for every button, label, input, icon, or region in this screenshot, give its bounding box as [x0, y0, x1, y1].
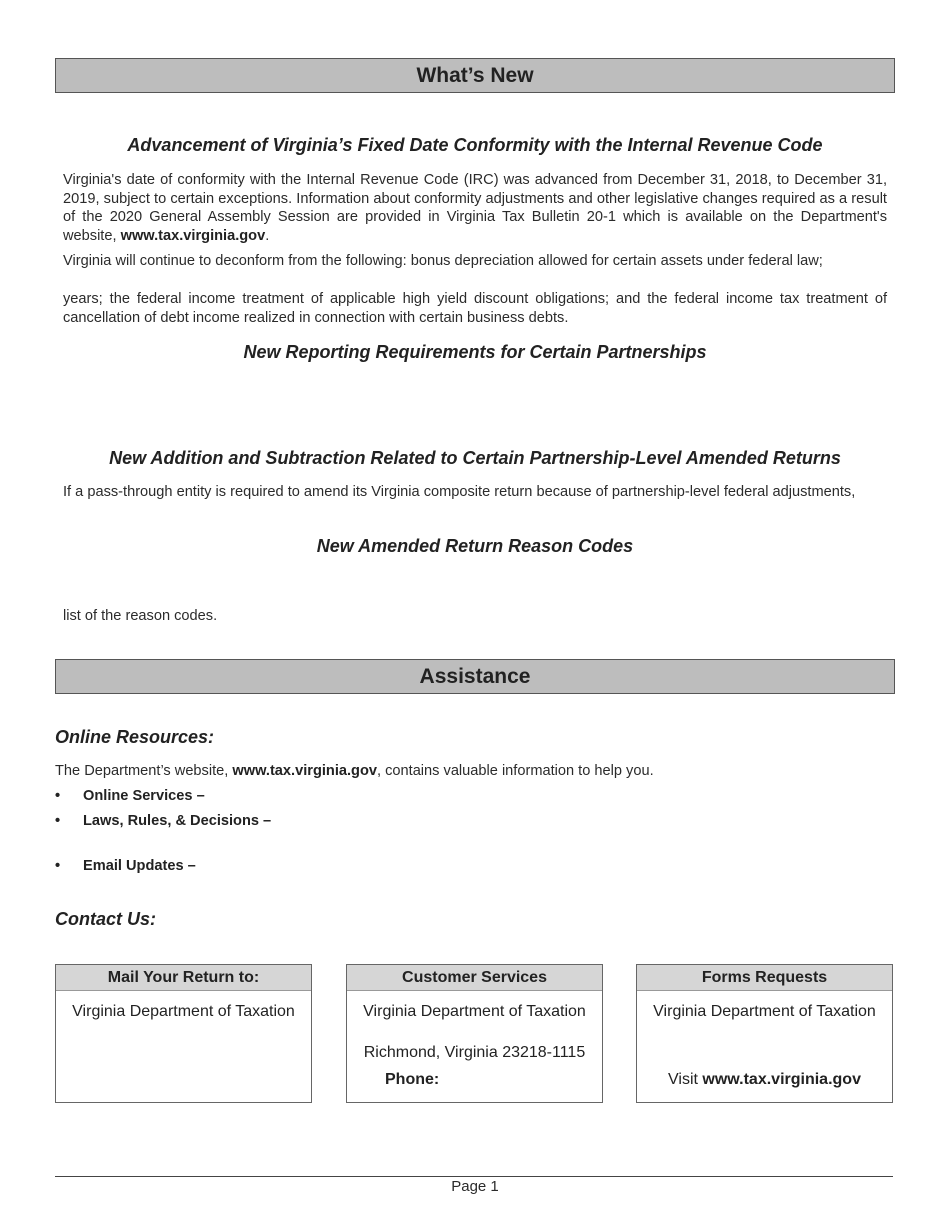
assistance-title: Assistance: [419, 664, 531, 688]
section-heading-amended-returns: New Addition and Subtraction Related to Certain Partnership-Level Amended Returns: [109, 448, 841, 468]
online-intro-pre: The Department’s website,: [55, 763, 233, 779]
conformity-paragraph: [63, 171, 887, 245]
online-intro-post: , contains valuable information to help you.: [377, 763, 654, 779]
online-website-link[interactable]: www.tax.virginia.gov: [232, 763, 377, 779]
bullet-label: Online Services –: [83, 788, 205, 804]
mail-return-title: Mail Your Return to:: [56, 965, 311, 991]
customer-services-box: [346, 964, 603, 1103]
bullet-dot: •: [55, 788, 61, 804]
bullet-online-services[interactable]: [55, 788, 205, 804]
forms-visit-pre: Visit: [668, 1071, 703, 1088]
customer-department: Virginia Department of Taxation: [363, 1003, 586, 1020]
bullet-label: Laws, Rules, & Decisions –: [83, 813, 272, 829]
whats-new-title: What’s New: [416, 63, 534, 87]
online-intro: [55, 762, 895, 781]
bullet-label: Email Updates –: [83, 858, 196, 874]
forms-department: Virginia Department of Taxation: [653, 1003, 876, 1020]
section-heading-partnerships: New Reporting Requirements for Certain Partnerships: [243, 342, 707, 362]
assistance-banner: [55, 659, 895, 694]
forms-requests-title: Forms Requests: [637, 965, 892, 991]
deconform-continued-paragraph: years; the federal income treatment of applicable high yield discount obligations; and the federal income tax treatment of cancellation of debt income realized in connection with certain business debts.: [63, 291, 887, 326]
contact-us-heading: Contact Us:: [55, 909, 157, 929]
mail-department: Virginia Department of Taxation: [72, 1003, 295, 1020]
mail-return-box: [55, 964, 312, 1103]
bullet-dot: •: [55, 858, 61, 874]
website-link[interactable]: www.tax.virginia.gov: [120, 227, 266, 244]
reason-codes-paragraph: list of the reason codes.: [63, 608, 218, 624]
bullet-dot: •: [55, 813, 61, 829]
pass-through-paragraph: If a pass-through entity is required to amend its Virginia composite return because of partnership-level federal adjustments,: [63, 484, 856, 500]
conformity-period: .: [265, 227, 270, 244]
customer-phone-label: Phone:: [385, 1071, 440, 1088]
deconform-paragraph: Virginia will continue to deconform from the following: bonus depreciation allowed for certain assets under federal law;: [63, 253, 823, 269]
section-heading-conformity: Advancement of Virginia’s Fixed Date Conformity with the Internal Revenue Code: [127, 135, 823, 155]
footer-rule: [55, 1176, 893, 1177]
conformity-text: Virginia's date of conformity with the Internal Revenue Code (IRC) was advanced from December 31, 2018, to December 31, 2019, subject to certain exceptions. Information about conformity adjustments and other legislative changes required as a result of the 2020 General Assembly Session are provided in Virginia Tax Bulletin 20-1 which is available on the Department's website,: [63, 172, 887, 244]
forms-website-link[interactable]: www.tax.virginia.gov: [702, 1071, 861, 1088]
whats-new-banner: [55, 58, 895, 93]
forms-visit-line: [637, 1071, 892, 1089]
customer-address: Richmond, Virginia 23218-1115: [363, 1044, 586, 1061]
section-heading-reason-codes: New Amended Return Reason Codes: [316, 536, 634, 556]
page-number: Page 1: [451, 1178, 499, 1195]
customer-services-title: Customer Services: [347, 965, 602, 991]
bullet-email-updates[interactable]: [55, 858, 196, 874]
online-resources-heading: Online Resources:: [55, 727, 215, 747]
bullet-laws-rules[interactable]: [55, 813, 271, 829]
forms-requests-box: [636, 964, 893, 1103]
